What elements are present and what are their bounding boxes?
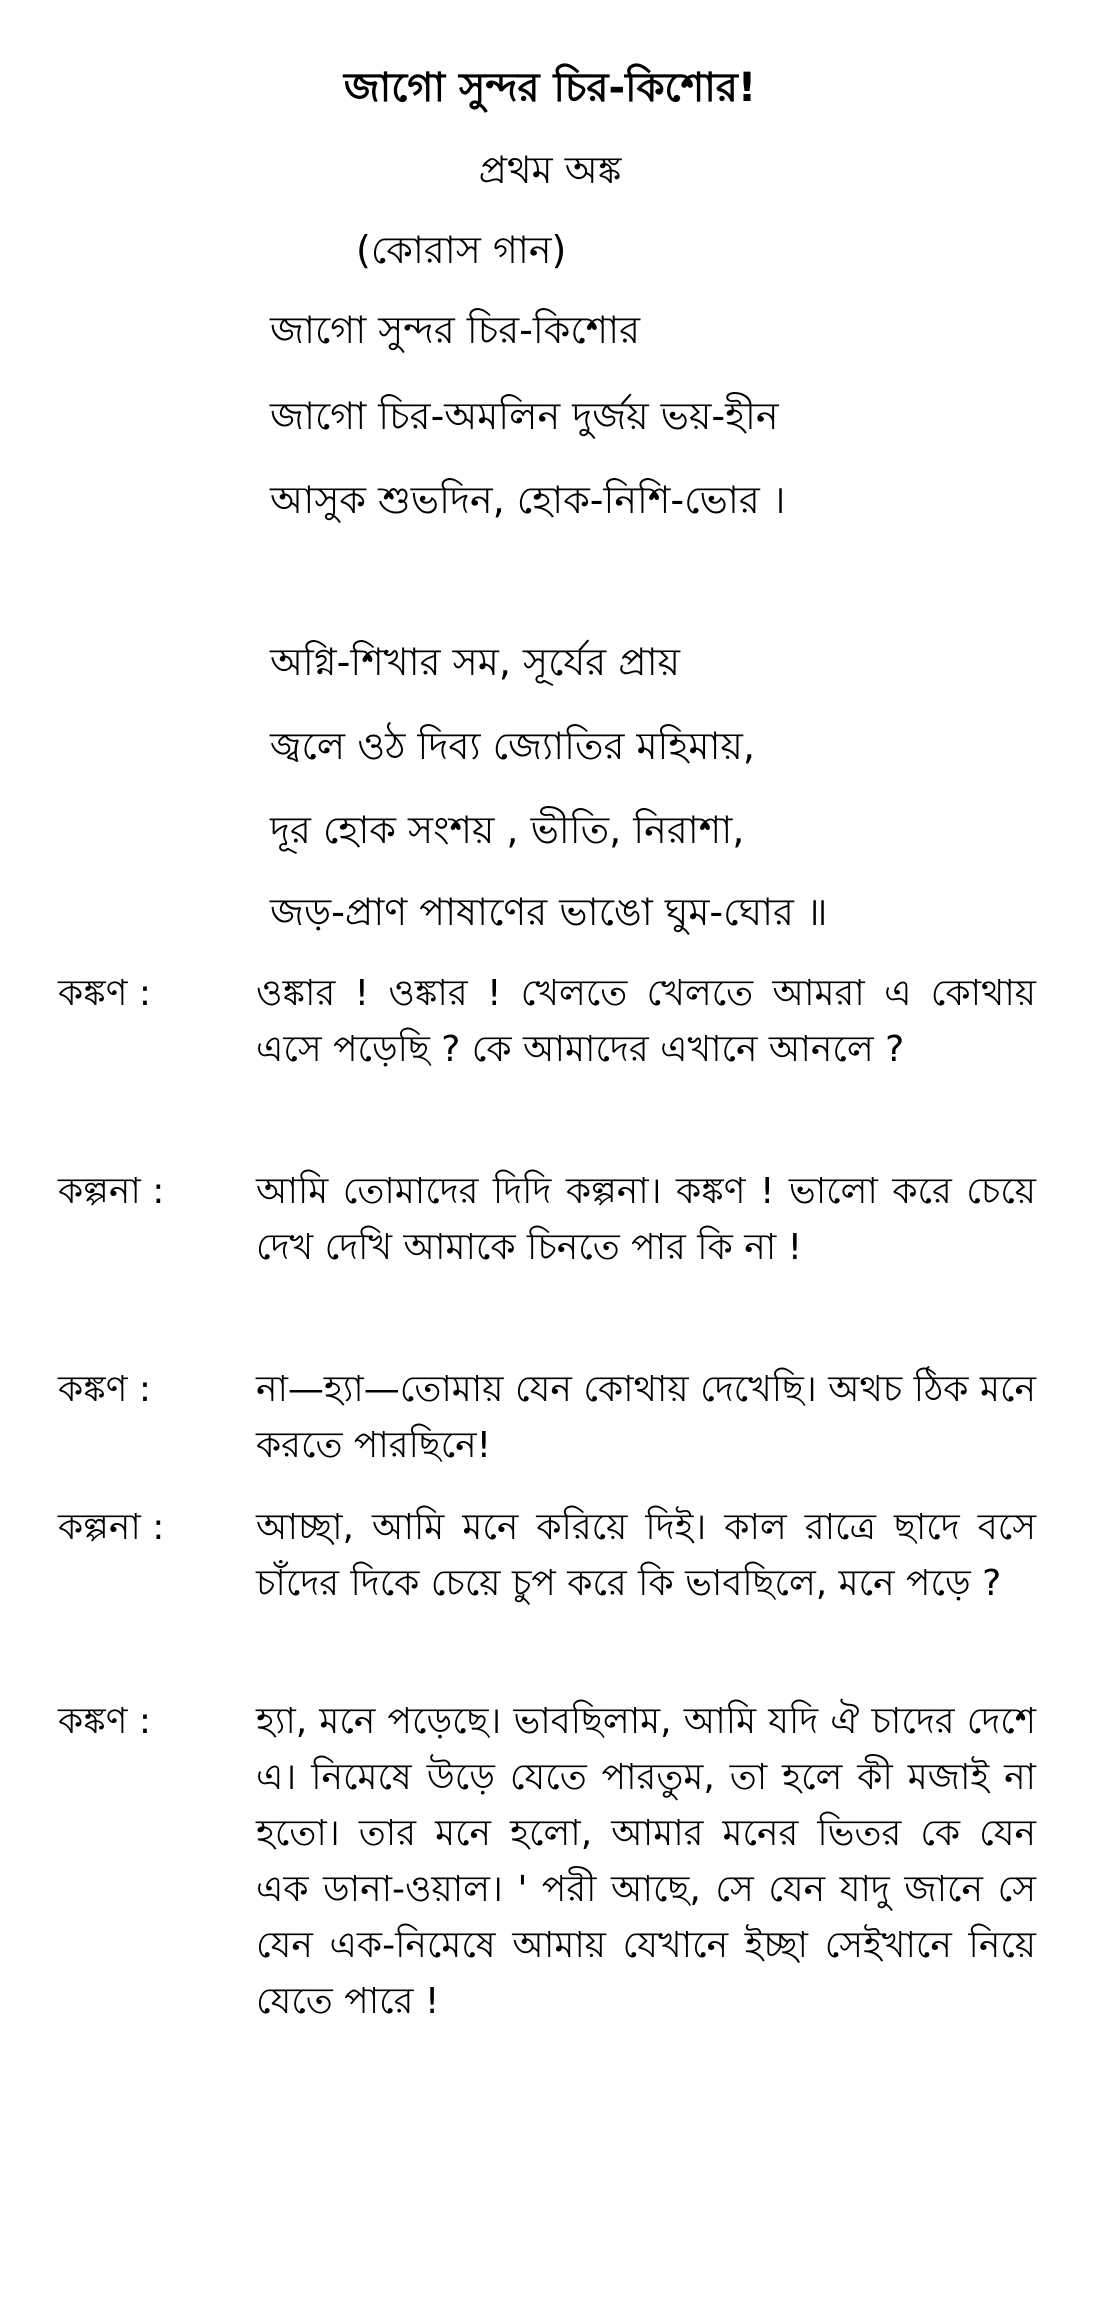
speaker-label: কঙ্কণ : <box>58 1369 152 1410</box>
speaker-label: কঙ্কণ : <box>58 1701 152 1742</box>
speaker-label: কল্পনা : <box>58 1171 165 1212</box>
song-line: দূর হোক সংশয় , ভীতি, নিরাশা, <box>270 808 745 852</box>
song-line: অগ্নি-শিখার সম, সূর্যের প্রায় <box>270 640 681 684</box>
act-heading: প্রথম অঙ্ক <box>478 148 622 192</box>
dialogue-text: হ্যা, মনে পড়েছে। ভাবছিলাম, আমি যদি ঐ চাদের দেশে এ। নিমেষে উড়ে যেতে পারতুম, তা হলে কী মজাই না হতো। তার মনে হলো, আমার মনের ভিতর কে যেন এক ডানা-ওয়াল। ' পরী আছে, সে যেন যাদু জানে সে যেন এক-নিমেষে আমায় যেখানে ইচ্ছা সেইখানে নিয়ে যেতে পারে ! <box>256 1701 1036 2022</box>
song-line: জড়-প্রাণ পাষাণের ভাঙো ঘুম-ঘোর ॥ <box>270 890 828 934</box>
song-line: জাগো চির-অমলিন দুর্জয় ভয়-হীন <box>270 394 779 438</box>
speaker-label: কল্পনা : <box>58 1507 165 1548</box>
play-title: জাগো সুন্দর চির-কিশোর! <box>343 65 757 111</box>
chorus-label: (কোরাস গান) <box>356 228 567 272</box>
song-line: আসুক শুভদিন, হোক-নিশি-ভোর । <box>270 478 786 522</box>
song-line: জাগো সুন্দর চির-কিশোর <box>270 308 640 352</box>
dialogue-text: না—হ্যা—তোমায় যেন কোথায় দেখেছি। অথচ ঠিক মনে করতে পারছিনে! <box>256 1369 1036 1466</box>
dialogue-text: আচ্ছা, আমি মনে করিয়ে দিই। কাল রাত্রে ছাদে বসে চাঁদের দিকে চেয়ে চুপ করে কি ভাবছিলে, মনে পড়ে ? <box>256 1507 1036 1604</box>
speaker-label: কঙ্কণ : <box>58 973 152 1014</box>
song-line: জ্বলে ওঠ দিব্য জ্যোতির মহিমায়, <box>270 724 755 768</box>
dialogue-text: ওঙ্কার ! ওঙ্কার ! খেলতে খেলতে আমরা এ কোথায় এসে পড়েছি ? কে আমাদের এখানে আনলে ? <box>256 973 1036 1070</box>
dialogue-text: আমি তোমাদের দিদি কল্পনা। কঙ্কণ ! ভালো করে চেয়ে দেখ দেখি আমাকে চিনতে পার কি না ! <box>256 1171 1036 1268</box>
